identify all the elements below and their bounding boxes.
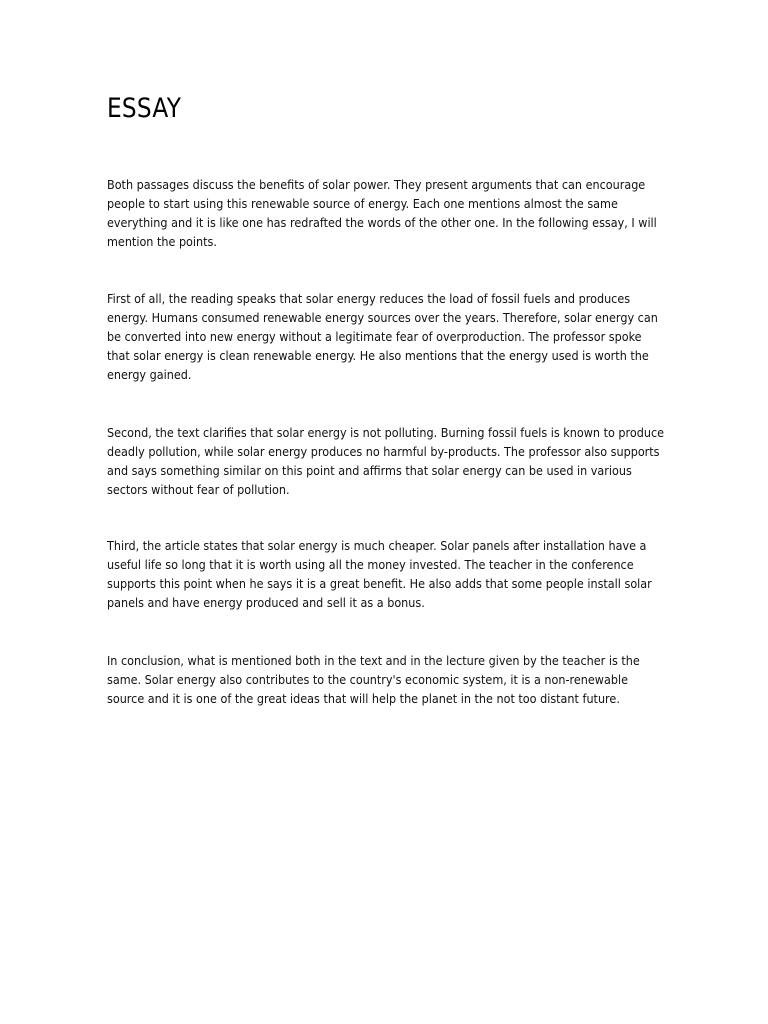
paragraph-intro [107,175,657,251]
text-line: useful life so long that it is worth using all the money invested. The teacher in the conference [107,557,634,572]
text-line: Both passages discuss the benefits of solar power. They present arguments that can encourage [107,177,646,192]
text-line: sectors without fear of pollution. [107,482,290,497]
text-line: people to start using this renewable source of energy. Each one mentions almost the same [107,196,618,211]
text-line: First of all, the reading speaks that solar energy reduces the load of fossil fuels and produces [107,291,631,306]
paragraph-second-point [107,423,665,499]
text-line: energy gained. [107,367,192,382]
essay-title: ESSAY [107,93,182,124]
paragraph-third-point [107,536,652,612]
text-line: In conclusion, what is mentioned both in the text and in the lecture given by the teacher is the [107,653,640,668]
text-line: mention the points. [107,234,217,249]
text-line: everything and it is like one has redrafted the words of the other one. In the following essay, I will [107,215,657,230]
text-line: deadly pollution, while solar energy produces no harmful by-products. The professor also supports [107,444,660,459]
text-line: Second, the text clarifies that solar energy is not polluting. Burning fossil fuels is known to produce [107,425,665,440]
text-line: be converted into new energy without a legitimate fear of overproduction. The professor spoke [107,329,642,344]
text-line: panels and have energy produced and sell it as a bonus. [107,595,425,610]
text-line: source and it is one of the great ideas that will help the planet in the not too distant future. [107,691,620,706]
paragraph-first-point [107,289,658,384]
text-line: supports this point when he says it is a great benefit. He also adds that some people install solar [107,576,652,591]
paragraph-conclusion [107,651,640,708]
text-line: same. Solar energy also contributes to the country's economic system, it is a non-renewable [107,672,628,687]
text-line: Third, the article states that solar energy is much cheaper. Solar panels after installation have a [107,538,647,553]
text-line: and says something similar on this point and affirms that solar energy can be used in various [107,463,632,478]
text-line: energy. Humans consumed renewable energy sources over the years. Therefore, solar energy can [107,310,658,325]
text-line: that solar energy is clean renewable energy. He also mentions that the energy used is worth the [107,348,649,363]
